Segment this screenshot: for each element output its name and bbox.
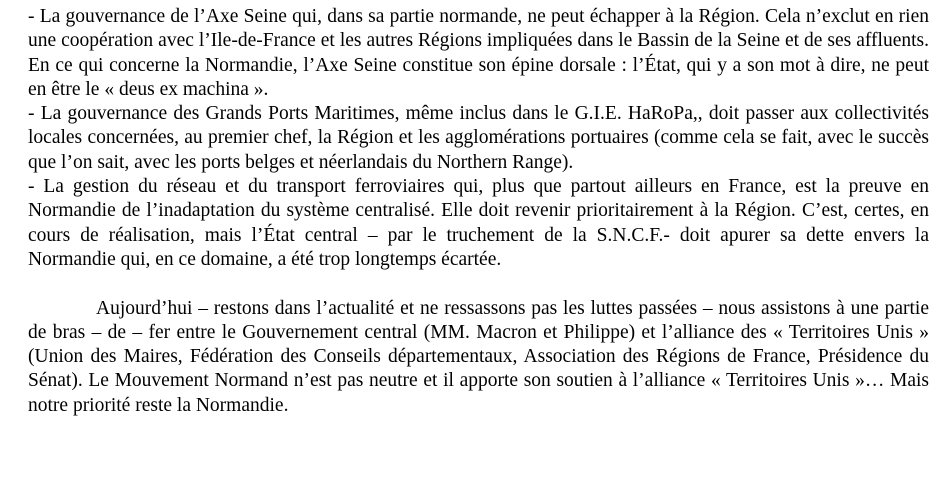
bullet-grands-ports: - La gouvernance des Grands Ports Maritimes, même inclus dans le G.I.E. HaRoPa,, doit passer aux collectivités locales concernées, au premier chef, la Région et les agglomérations portuaires (comme cela se fait, avec le succès que l’on sait, avec les ports belges et néerlandais du Northern Range). [28,103,929,173]
bullet-reseau-ferroviaire: - La gestion du réseau et du transport ferroviaires qui, plus que partout ailleurs en France, est la preuve en Normandie de l’inadaptation du système centralisé. Elle doit revenir prioritairement à la Région. C’est, certes, en cours de réalisation, mais l’État central – par le truchement de la S.N.C.F.- doit apurer sa dette envers la Normandie qui, en ce domaine, a été trop longtemps écartée. [28,176,929,270]
bullet-axe-seine: - La gouvernance de l’Axe Seine qui, dans sa partie normande, ne peut échapper à la Région. Cela n’exclut en rien une coopération avec l’Ile-de-France et les autres Régions impliquées dans le Bassin de la Seine et de ses affluents. En ce qui concerne la Normandie, l’Axe Seine constitue son épine dorsale : l’État, qui y a son mot à dire, ne peut en être le « deus ex machina ». [28,6,929,100]
closing-paragraph: Aujourd’hui – restons dans l’actualité et ne ressassons pas les luttes passées – nous assistons à une partie de bras – de – fer entre le Gouvernement central (MM. Macron et Philippe) et l’alliance des « Territoires Unis » (Union des Maires, Fédération des Conseils départementaux, Association des Régions de France, Présidence du Sénat). Le Mouvement Normand n’est pas neutre et il apporte son soutien à l’alliance « Territoires Unis »… Mais notre priorité reste la Normandie. [28,297,929,416]
paragraph-spacer [28,272,929,296]
